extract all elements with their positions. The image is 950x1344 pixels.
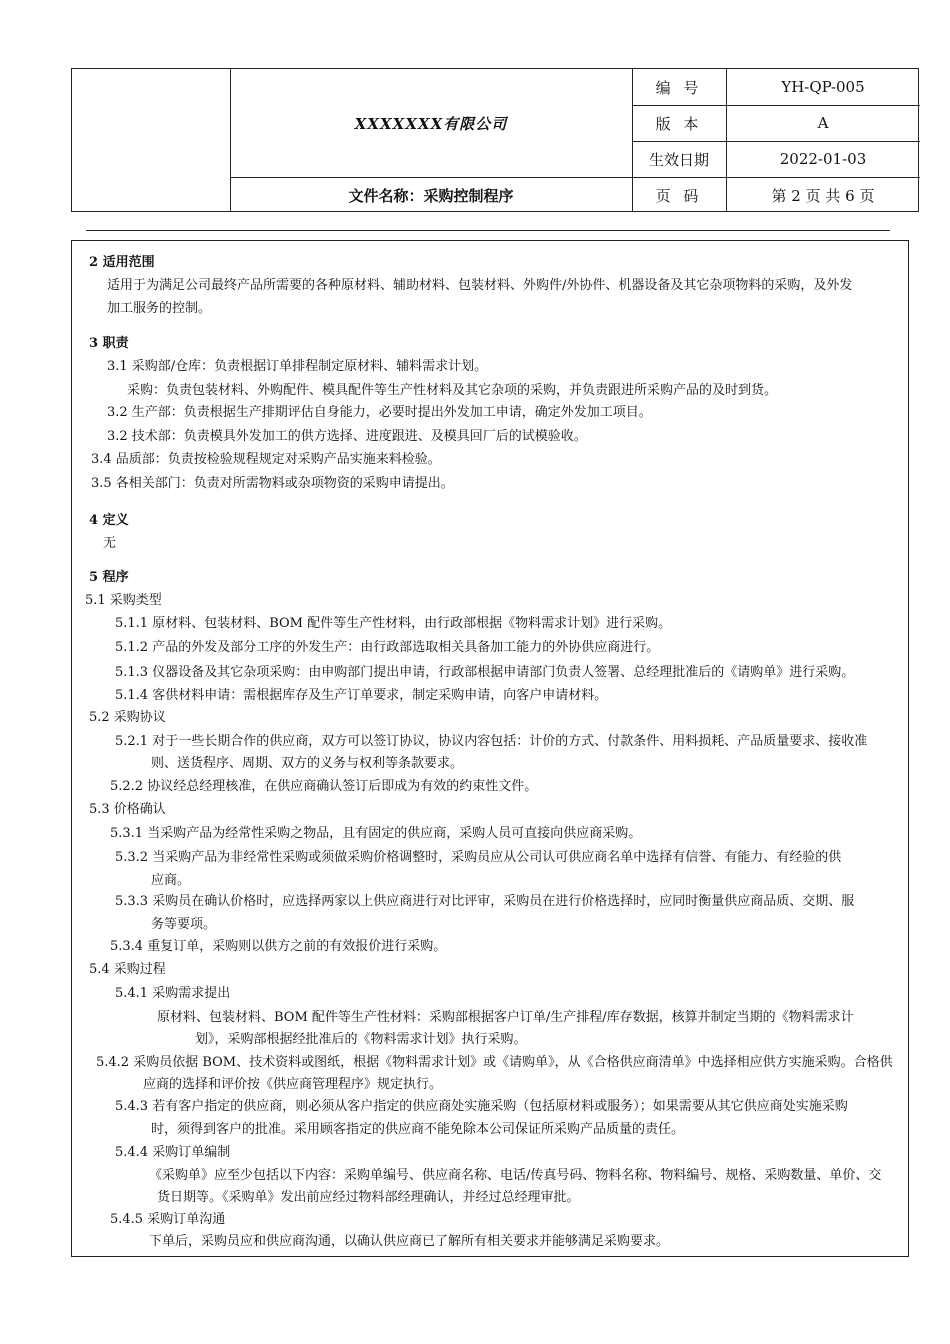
- body-line: 5.3 价格确认: [89, 802, 166, 817]
- body-line: 3.2 生产部：负责根据生产排期评估自身能力，必要时提出外发加工申请，确定外发加工项目。: [107, 405, 652, 420]
- body-line: 5.4.3 若有客户指定的供应商，则必须从客户指定的供应商处实施采购（包括原材料或服务）；如果需要从其它供应商处实施采购: [115, 1099, 848, 1114]
- body-line: 3.2 技术部：负责模具外发加工的供方选择、进度跟进、及模具回厂后的试模验收。: [107, 429, 587, 444]
- body-line: 加工服务的控制。: [107, 301, 212, 316]
- body-line: 5.4.5 采购订单沟通: [110, 1212, 226, 1227]
- body-line: 5.1.2 产品的外发及部分工序的外发生产：由行政部选取相关具备加工能力的外协供应商进行。: [115, 640, 660, 655]
- body-line: 采购：负责包装材料、外购配件、模具配件等生产性材料及其它杂项的采购，并负责跟进所采购产品的及时到货。: [127, 383, 778, 398]
- body-line: 3.4 品质部：负责按检验规程规定对采购产品实施来料检验。: [91, 452, 441, 467]
- body-line: 5.3.1 当采购产品为经常性采购之物品，且有固定的供应商，采购人员可直接向供应商采购。: [110, 826, 642, 841]
- body-line: 5.4.1 采购需求提出: [115, 986, 231, 1001]
- version-label: 版 本: [655, 114, 703, 133]
- header-separator-line: [86, 230, 890, 231]
- page-label: 页 码: [655, 186, 703, 205]
- body-line: 原材料、包装材料、BOM 配件等生产性材料：采购部根据客户订单/生产排程/库存数据，核算并制定当期的《物料需求计: [157, 1010, 854, 1025]
- document-title: 文件名称：采购控制程序: [348, 186, 514, 205]
- body-line: 务等要项。: [151, 917, 217, 932]
- page-value: 第 2 页 共 6 页: [771, 186, 875, 205]
- body-line: 5.1.3 仪器设备及其它杂项采购：由申购部门提出申请，行政部根据申请部门负责人签署、总经理批准后的《请购单》进行采购。: [115, 665, 855, 680]
- body-line: 5.2.2 协议经总经理核准，在供应商确认签订后即成为有效的约束性文件。: [110, 779, 538, 794]
- section-heading: 2 适用范围: [89, 255, 155, 270]
- effective-date-value: 2022-01-03: [779, 150, 867, 168]
- body-line: 划》，采购部根据经批准后的《物料需求计划》执行采购。: [195, 1032, 527, 1047]
- body-line: 下单后，采购员应和供应商沟通，以确认供应商已了解所有相关要求并能够满足采购要求。: [149, 1234, 670, 1249]
- body-line: 时，须得到客户的批准。采用顾客指定的供应商不能免除本公司保证所采购产品质量的责任。: [151, 1122, 685, 1137]
- body-line: 货日期等。《采购单》发出前应经过物料部经理确认，并经过总经理审批。: [157, 1190, 580, 1205]
- body-line: 5.2 采购协议: [89, 710, 166, 725]
- document-header-table: [71, 68, 919, 212]
- body-line: 5.3.3 采购员在确认价格时，应选择两家以上供应商进行对比评审，采购员在进行价格选择时，应同时衡量供应商品质、交期、服: [115, 894, 855, 909]
- body-line: 5.4.4 采购订单编制: [115, 1145, 231, 1160]
- body-line: 5.4 采购过程: [89, 962, 166, 977]
- company-name: XXXXXXX有限公司: [354, 114, 508, 133]
- body-line: 5.2.1 对于一些长期合作的供应商，双方可以签订协议，协议内容包括：计价的方式、付款条件、用料损耗、产品质量要求、接收准: [115, 734, 868, 749]
- body-line: 5.4.2 采购员依据 BOM、技术资料或图纸，根据《物料需求计划》或《请购单》，从《合格供应商清单》中选择相应供方实施采购。合格供: [96, 1055, 893, 1070]
- body-line: 3.5 各相关部门：负责对所需物料或杂项物资的采购申请提出。: [91, 476, 454, 491]
- body-line: 应商。: [151, 873, 191, 888]
- body-line: 5.1.4 客供材料申请：需根据库存及生产订单要求，制定采购申请，向客户申请材料。: [115, 688, 608, 703]
- effective-date-label: 生效日期: [648, 150, 709, 169]
- body-line: 3.1 采购部/仓库：负责根据订单排程制定原材料、辅料需求计划。: [107, 359, 488, 374]
- doc-number-label: 编 号: [655, 78, 703, 97]
- body-line: 5.3.4 重复订单，采购则以供方之前的有效报价进行采购。: [110, 939, 447, 954]
- version-value: A: [817, 114, 829, 132]
- section-heading: 5 程序: [89, 570, 129, 585]
- body-line: 《采购单》应至少包括以下内容：采购单编号、供应商名称、电话/传真号码、物料名称、物料编号、规格、采购数量、单价、交: [149, 1168, 882, 1183]
- document-body: [71, 240, 909, 1257]
- section-heading: 4 定义: [89, 513, 129, 528]
- body-line: 5.1.1 原材料、包装材料、BOM 配件等生产性材料，由行政部根据《物料需求计划》进行采购。: [115, 616, 672, 631]
- body-line: 5.1 采购类型: [85, 593, 162, 608]
- doc-number-value: YH-QP-005: [781, 78, 865, 96]
- body-line: 应商的选择和评价按《供应商管理程序》规定执行。: [143, 1077, 443, 1092]
- body-line: 则、送货程序、周期、双方的义务与权利等条款要求。: [151, 756, 464, 771]
- section-heading: 3 职责: [89, 336, 129, 351]
- body-line: 适用于为满足公司最终产品所需要的各种原材料、辅助材料、包装材料、外购件/外协件、机器设备及其它杂项物料的采购，及外发: [107, 278, 853, 293]
- body-line: 无: [103, 536, 117, 551]
- body-line: 5.3.2 当采购产品为非经常性采购或须做采购价格调整时，采购员应从公司认可供应商名单中选择有信誉、有能力、有经验的供: [115, 850, 842, 865]
